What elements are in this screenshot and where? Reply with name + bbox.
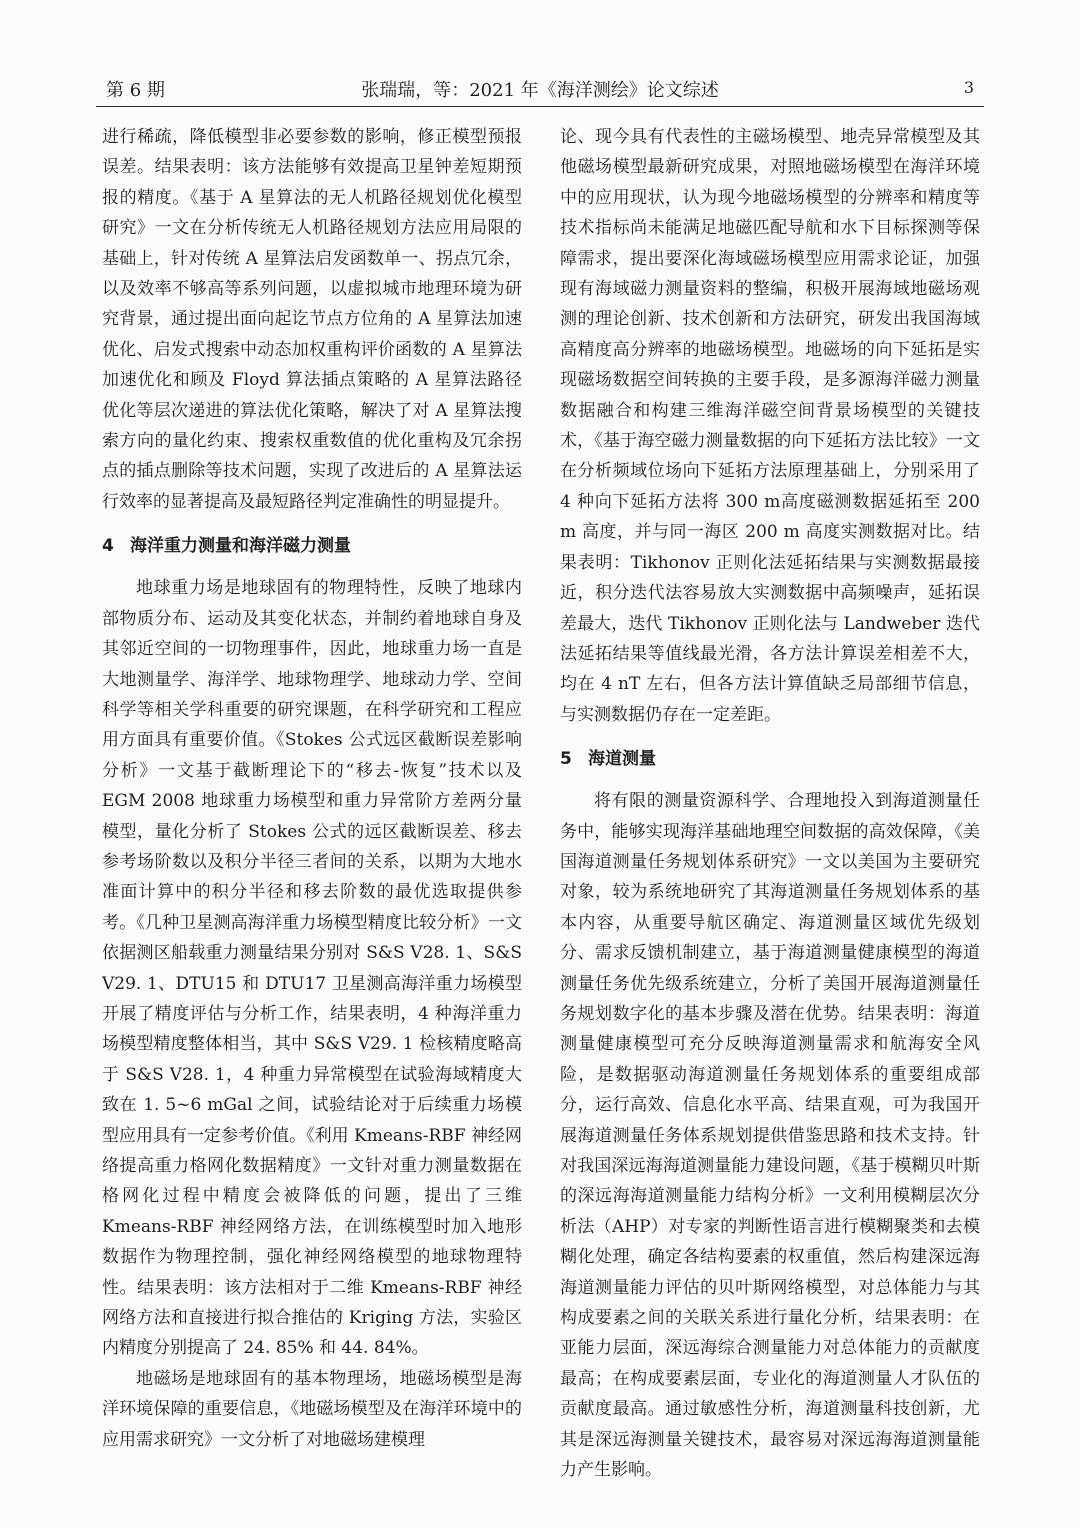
paragraph-hydrographic: 将有限的测量资源科学、合理地投入到海道测量任务中，能够实现海洋基础地理空间数据的高效保障，《美国海道测量任务规划体系研究》一文以美国为主要研究对象，较为系统地研究了其海道测量任务规划体系的基本内容，从重要导航区确定、海道测量区域优先级划分、需求反馈机制建立，基于海道测量健康模型的海道测量任务优先级系统建立，分析了美国开展海道测量任务规划数字化的基本步骤及潜在优势。结果表明：海道测量健康模型可充分反映海道测量需求和航海安全风险，是数据驱动海道测量任务规划体系的重要组成部分，运行高效、信息化水平高、结果直观，可为我国开展海道测量任务体系规划提供借鉴思路和技术支持。针对我国深远海海道测量能力建设问题，《基于模糊贝叶斯的深远海海道测量能力结构分析》一文利用模糊层次分析法（AHP）对专家的判断性语言进行模糊聚类和去模糊化处理，确定各结构要素的权重值，然后构建深远海海道测量能力评估的贝叶斯网络模型，对总体能力与其构成要素之间的关联关系进行量化分析，结果表明：在亚能力层面，深远海综合测量能力对总体能力的贡献度最高；在构成要素层面，专业化的海道测量人才队伍的贡献度最高。通过敏感性分析，海道测量科技创新，尤其是深远海测量关键技术，最容易对深远海海道测量能力产生影响。 [560,791,980,1481]
section-heading-5 [560,744,980,774]
paragraph-gravity: 地球重力场是地球固有的物理特性，反映了地球内部物质分布、运动及其变化状态，并制约着地球自身及其邻近空间的一切物理事件，因此，地球重力场一直是大地测量学、海洋学、地球物理学、地球动力学、空间科学等相关学科重要的研究课题，在科学研究和工程应用方面具有重要价值。《Stokes 公式远区截断误差影响分析》一文基于截断理论下的“移去-恢复”技术以及 EGM 2008 地球重力场模型和重力异常阶方差两分量模型，量化分析了 Stokes 公式的远区截断误差、移去参考场阶数以及积分半径三者间的关系，以期为大地水准面计算中的积分半径和移去阶数的最优选取提供参考。《几种卫星测高海洋重力场模型精度比较分析》一文依据测区船载重力测量结果分别对 S&S V28. 1、S&S V29. 1、DTU15 和 DTU17 卫星测高海洋重力场模型开展了精度评估与分析工作，结果表明，4 种海洋重力场模型精度整体相当，其中 S&S V29. 1 检核精度略高于 S&S V28. 1，4 种重力异常模型在试验海域精度大致在 1. 5~6 mGal 之间，试验结论对于后续重力场模型应用具有一定参考价值。《利用 Kmeans-RBF 神经网络提高重力格网化数据精度》一文针对重力测量数据在格网化过程中精度会被降低的问题，提出了三维 Kmeans-RBF 神经网络方法，在训练模型时加入地形数据作为物理控制，强化神经网络模型的地球物理特性。结果表明：该方法相对于二维 Kmeans-RBF 神经网络方法和直接进行拟合推估的 Kriging 方法，实验区内精度分别提高了 24. 85% 和 44. 84%。 [102,578,522,1359]
issue-number: 第 6 期 [106,80,165,101]
section-number: 5 [560,749,572,770]
running-header [96,72,984,107]
running-title: 张瑞瑞，等：2021 年《海洋测绘》论文综述 [361,80,719,101]
left-column [102,122,522,1455]
section-heading-4 [102,531,522,561]
paragraph-magnetic: 地磁场是地球固有的基本物理场，地磁场模型是海洋环境保障的重要信息，《地磁场模型及在海洋环境中的应用需求研究》一文分析了对地磁场建模理 [102,1368,522,1450]
page-number: 3 [963,78,974,97]
right-column [560,122,980,1485]
paragraph-continuation: 论、现今具有代表性的主磁场模型、地壳异常模型及其他磁场模型最新研究成果，对照地磁场模型在海洋环境中的应用现状，认为现今地磁场模型的分辨率和精度等技术指标尚未能满足地磁匹配导航和水下目标探测等保障需求，提出要深化海域磁场模型应用需求论证，加强现有海域磁力测量资料的整编，积极开展海域地磁场观测的理论创新、技术创新和方法研究，研发出我国海域高精度高分辨率的地磁场模型。地磁场的向下延拓是实现磁场数据空间转换的主要手段，是多源海洋磁力测量数据融合和构建三维海洋磁空间背景场模型的关键技术，《基于海空磁力测量数据的向下延拓方法比较》一文在分析频域位场向下延拓方法原理基础上，分别采用了 4 种向下延拓方法将 300 m高度磁测数据延拓至 200 m 高度，并与同一海区 200 m 高度实测数据对比。结果表明：Tikhonov 正则化法延拓结果与实测数据最接近，积分迭代法容易放大实测数据中高频噪声，延拓误差最大，迭代 Tikhonov 正则化法与 Landweber 迭代法延拓结果等值线最光滑，各方法计算误差相差不大，均在 4 nT 左右，但各方法计算值缺乏局部细节信息，与实测数据仍存在一定差距。 [560,127,980,725]
section-title: 海道测量 [588,749,656,770]
section-title: 海洋重力测量和海洋磁力测量 [130,536,351,557]
paragraph-continuation: 进行稀疏，降低模型非必要参数的影响，修正模型预报误差。结果表明：该方法能够有效提高卫星钟差短期预报的精度。《基于 A 星算法的无人机路径规划优化模型研究》一文在分析传统无人机路径规划方法应用局限的基础上，针对传统 A 星算法启发函数单一、拐点冗余，以及效率不够高等系列问题，以虚拟城市地理环境为研究背景，通过提出面向起讫节点方位角的 A 星算法加速优化、启发式搜索中动态加权重构评价函数的 A 星算法加速优化和顾及 Floyd 算法插点策略的 A 星算法路径优化等层次递进的算法优化策略，解决了对 A 星算法搜索方向的量化约束、搜索权重数值的优化重构及冗余拐点的插点删除等技术问题，实现了改进后的 A 星算法运行效率的显著提高及最短路径判定准确性的明显提升。 [102,127,522,512]
section-number: 4 [102,536,114,557]
